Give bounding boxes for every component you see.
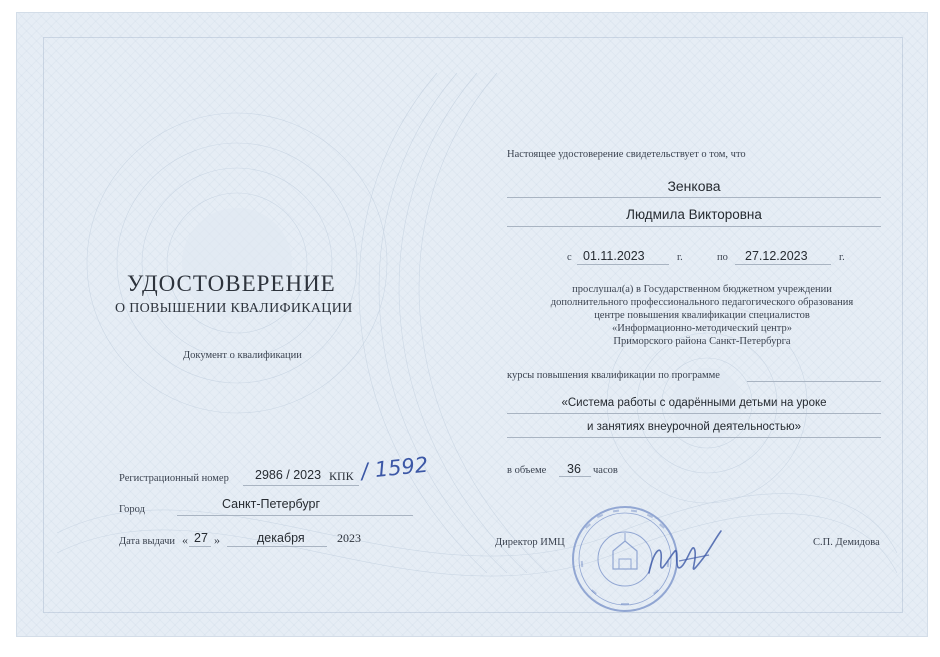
program-label-underline [747, 381, 881, 382]
reg-handwritten-number: / 1592 [359, 452, 430, 484]
date-issued-label: Дата выдачи [119, 536, 176, 547]
intro-text: Настоящее удостоверение свидетельствует о том, что [507, 149, 746, 160]
document-type: Документ о квалификации [183, 350, 302, 361]
given-names-underline [507, 226, 881, 227]
to-date-underline [735, 264, 831, 265]
institution-line: дополнительного профессионального педагогического образования [550, 297, 854, 308]
institution-line: прослушал(а) в Государственном бюджетном учреждении [572, 284, 832, 295]
date-month-underline [227, 546, 327, 547]
from-label: с [567, 252, 572, 263]
certificate-frame [16, 12, 928, 637]
holder-surname: Зенкова [667, 178, 721, 194]
director-signature [639, 521, 729, 591]
city-value: Санкт-Петербург [222, 497, 321, 511]
date-year: 2023 [337, 531, 361, 545]
date-month: декабря [257, 531, 305, 545]
city-label: Город [119, 504, 145, 515]
reg-number-value: 2986 / 2023 [255, 468, 322, 482]
city-underline [177, 515, 413, 516]
program-line-2-underline [507, 437, 881, 438]
holder-given-names: Людмила Викторовна [626, 207, 762, 222]
to-label: по [717, 252, 728, 263]
hours-label: часов [593, 465, 618, 476]
surname-underline [507, 197, 881, 198]
director-label: Директор ИМЦ [495, 537, 565, 548]
program-title-line-1: «Система работы с одарёнными детьми на уроке [561, 397, 827, 409]
reg-number-label: Регистрационный номер [119, 473, 229, 484]
from-year-suffix: г. [677, 252, 683, 263]
reg-number-suffix: КПК [329, 469, 354, 483]
institution-line: Приморского района Санкт-Петербурга [613, 336, 791, 347]
date-open-quote: « [182, 533, 188, 547]
director-name: С.П. Демидова [813, 537, 880, 548]
certificate-subtitle: О ПОВЫШЕНИИ КВАЛИФИКАЦИИ [115, 301, 353, 316]
institution-line: «Информационно-методический центр» [612, 323, 792, 334]
program-label: курсы повышения квалификации по программе [507, 370, 720, 381]
date-day: 27 [194, 531, 208, 545]
date-day-underline [189, 546, 211, 547]
to-date: 27.12.2023 [745, 249, 808, 263]
from-date-underline [577, 264, 669, 265]
program-line-1-underline [507, 413, 881, 414]
volume-hours: 36 [567, 462, 581, 476]
reg-number-underline [243, 485, 359, 486]
date-close-quote: » [214, 533, 220, 547]
volume-label: в объеме [507, 465, 547, 476]
certificate-title: УДОСТОВЕРЕНИЕ [127, 271, 336, 296]
to-year-suffix: г. [839, 252, 845, 263]
program-title-line-2: и занятиях внеурочной деятельностью» [587, 421, 801, 433]
institution-block [507, 283, 897, 348]
volume-underline [559, 476, 591, 477]
from-date: 01.11.2023 [583, 249, 645, 263]
institution-line: центре повышения квалификации специалистов [594, 310, 810, 321]
